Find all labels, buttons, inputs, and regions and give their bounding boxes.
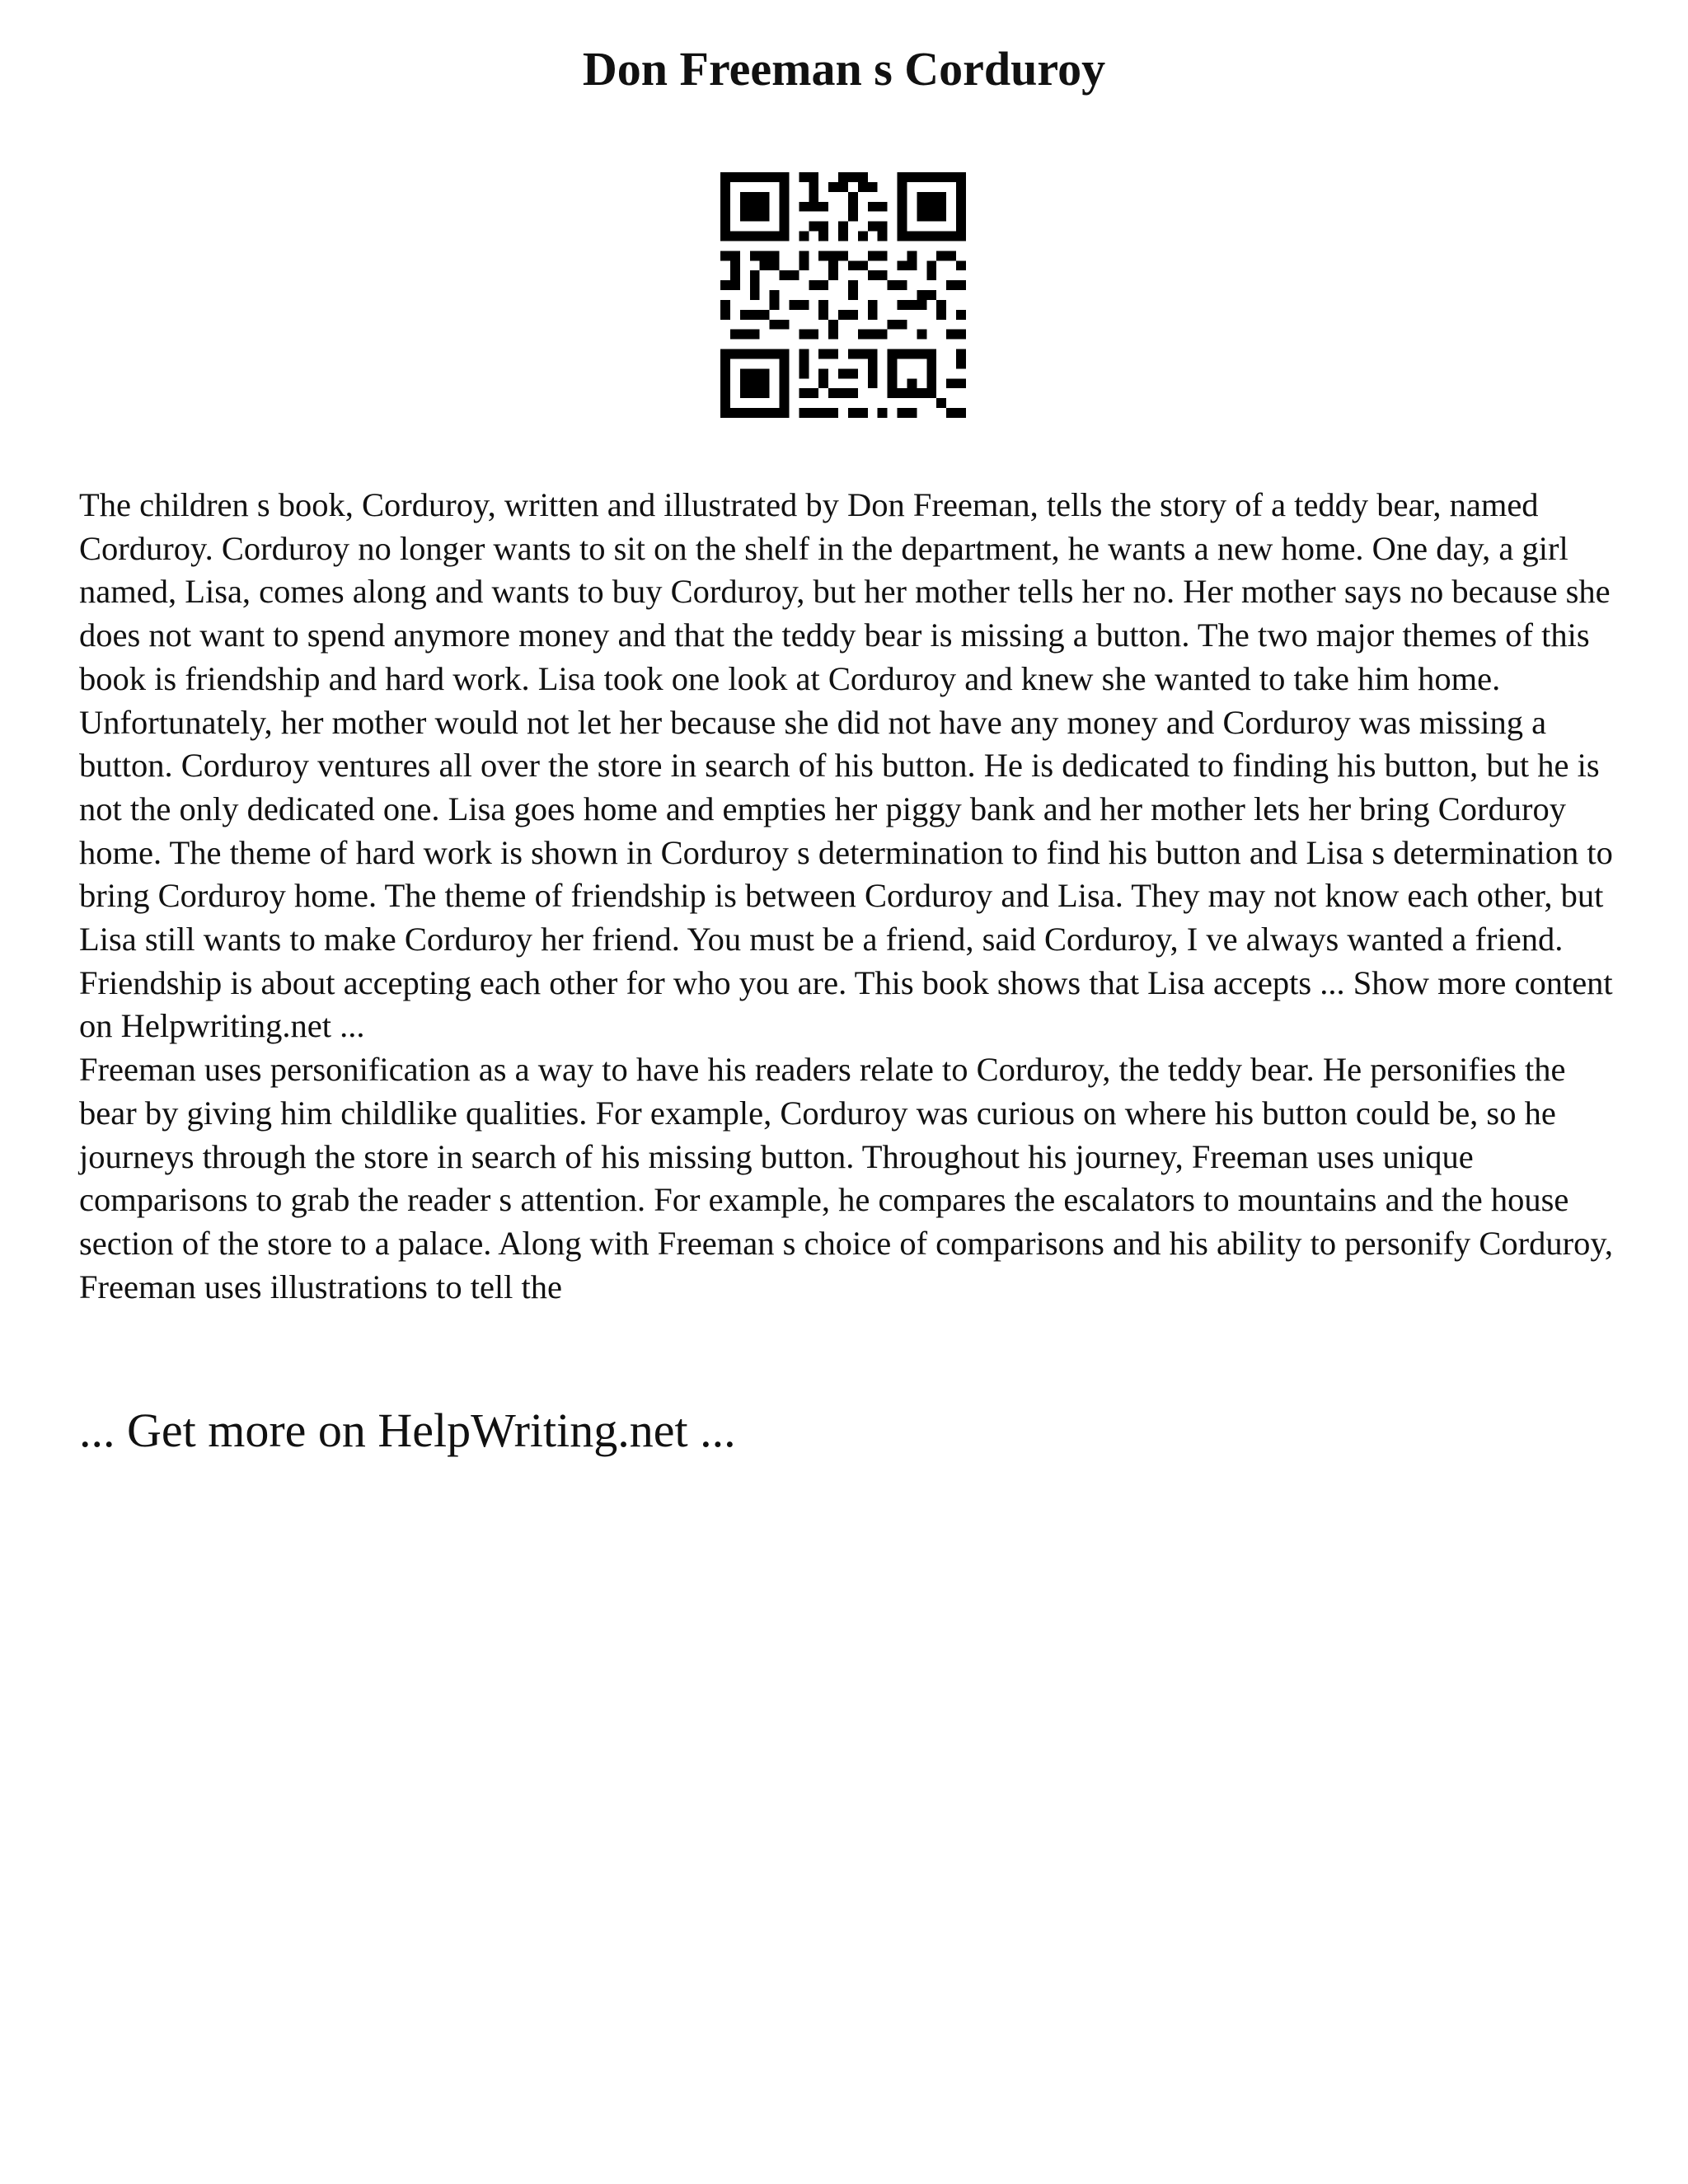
article-body: [79, 484, 1620, 1309]
get-more-link[interactable]: ... Get more on HelpWriting.net ...: [79, 1404, 736, 1457]
page-title: Don Freeman s Corduroy: [582, 42, 1106, 96]
qr-code-icon: [720, 172, 966, 418]
article-paragraph: Freeman uses personification as a way to have his readers relate to Corduroy, the teddy bear. He personifies the bear by giving him childlike qualities. For example, Corduroy was curious on where his button could be, so he journeys through the store in search of his missing button. Throughout his journey, Freeman uses unique comparisons to grab the reader s attention. For example, he compares the escalators to mountains and the house section of the store to a palace. Along with Freeman s choice of comparisons and his ability to personify Corduroy, Freeman uses illustrations to tell the: [79, 1051, 1614, 1305]
article-paragraph: The children s book, Corduroy, written and illustrated by Don Freeman, tells the story of a teddy bear, named Corduroy. Corduroy no longer wants to sit on the shelf in the department, he wants a new home. One day, a girl named, Lisa, comes along and wants to buy Corduroy, but her mother tells her no. Her mother says no because she does not want to spend anymore money and that the teddy bear is missing a button. The two major themes of this book is friendship and hard work. Lisa took one look at Corduroy and knew she wanted to take him home. Unfortunately, her mother would not let her because she did not have any money and Corduroy was missing a button. Corduroy ventures all over the store in search of his button. He is dedicated to finding his button, but he is not the only dedicated one. Lisa goes home and empties her piggy bank and her mother lets her bring Corduroy home. The theme of hard work is shown in Corduroy s determination to find his button and Lisa s determination to bring Corduroy home. The theme of friendship is between Corduroy and Lisa. They may not know each other, but Lisa still wants to make Corduroy her friend. You must be a friend, said Corduroy, I ve always wanted a friend. Friendship is about accepting each other for who you are. This book shows that Lisa accepts ... Show more content on Helpwriting.net ...: [79, 486, 1613, 1045]
